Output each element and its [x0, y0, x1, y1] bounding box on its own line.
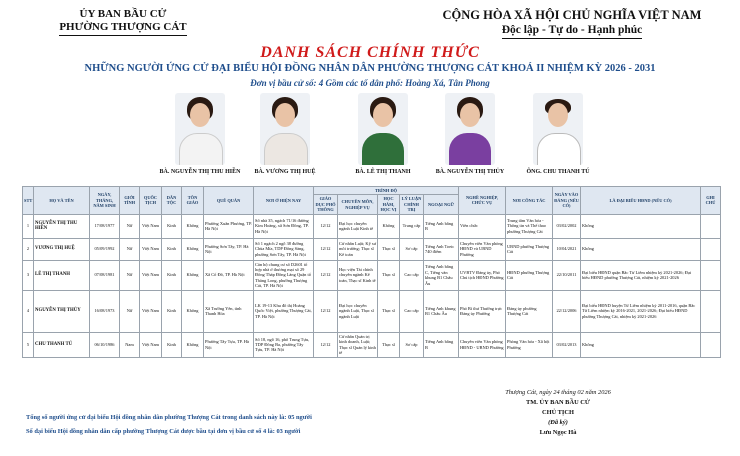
cell-politics: Sơ cấp	[400, 332, 424, 357]
cell-general: 12/12	[314, 238, 338, 260]
cell-job: Chuyên viên Văn phòng HĐND và UBND Phường	[459, 238, 506, 260]
cell-residence: Căn hộ chung cư số D2601 tổ hợp nhà ở thương mại số 29 Đông Tháp Đồng Làng Quận tổ Thăng Long, phường Thượng Cát, TP. Hà Nội	[254, 260, 314, 290]
cell-delegate: Đại biểu HĐND huyện Từ Liêm nhiệm kỳ 2011-2016, quận Bắc Từ Liêm nhiệm kỳ 2016-2021, 2021-2026; Đại biểu HĐND phường Thượng Cát, nhiệm kỳ 2021-2026	[581, 290, 701, 332]
cell-delegate: Không	[581, 214, 701, 238]
cell-nationality: Việt Nam	[140, 332, 162, 357]
cell-nationality: Việt Nam	[140, 214, 162, 238]
col-general: GIÁO DỤC PHỔ THÔNG	[315, 196, 336, 213]
cell-general: 12/12	[314, 332, 338, 357]
cell-stt: 1	[23, 214, 34, 238]
cell-workplace: Đảng ủy phường Thượng Cát	[506, 290, 553, 332]
cell-gender: Nữ	[120, 214, 140, 238]
cell-workplace: HĐND phường Thượng Cát	[506, 260, 553, 290]
cell-residence: Số nhà 35, ngách 71/16 đường Kim Hoàng, xã Sơn Đồng, TP. Hà Nội	[254, 214, 314, 238]
cell-general: 12/12	[314, 260, 338, 290]
col-party-date: NGÀY VÀO ĐẢNG (NẾU CÓ)	[553, 187, 581, 215]
electoral-unit: Đơn vị bầu cử số: 4 Gồm các tổ dân phố: Hoàng Xá, Tân Phong	[250, 78, 490, 88]
cell-party-date: 22/10/2011	[553, 260, 581, 290]
cell-delegate: Không	[581, 238, 701, 260]
col-note: GHI CHÚ	[701, 187, 721, 215]
issuer-header	[38, 8, 208, 36]
cell-degree: Không	[378, 214, 400, 238]
national-header	[442, 8, 702, 39]
cell-general: 12/12	[314, 290, 338, 332]
cell-dob: 05/09/1992	[90, 238, 120, 260]
cell-major: Cử nhân Quản trị kinh doanh, Luật; Thạc sĩ Quản lý kinh tế	[338, 332, 378, 357]
candidate-photo	[533, 93, 583, 165]
cell-major: Đại học chuyên ngành Luật, Thạc sĩ ngành Luật	[338, 290, 378, 332]
cell-ethnicity: Kinh	[162, 260, 182, 290]
candidate-photo	[175, 93, 225, 165]
candidate-photo	[260, 93, 310, 165]
cell-delegate: Không	[581, 332, 701, 357]
document-title: DANH SÁCH CHÍNH THỨC	[260, 44, 480, 61]
cell-nationality: Việt Nam	[140, 290, 162, 332]
col-education: TRÌNH ĐỘ	[314, 187, 459, 195]
cell-workplace: Trung tâm Văn hóa - Thông tin và Thể thao phường Thượng Cát	[506, 214, 553, 238]
candidate-table	[22, 186, 721, 358]
cell-general: 12/12	[314, 214, 338, 238]
cell-hometown: Phường Tây Tựu, TP. Hà Nội	[204, 332, 254, 357]
candidate-card	[338, 93, 428, 175]
cell-name: VƯƠNG THỊ HUỆ	[34, 238, 90, 260]
cell-stt: 3	[23, 260, 34, 290]
national-title: CỘNG HÒA XÃ HỘI CHỦ NGHĨA VIỆT NAM	[442, 8, 702, 22]
col-gender: GIỚI TÍNH	[120, 187, 140, 215]
cell-ethnicity: Kinh	[162, 238, 182, 260]
table-row	[23, 238, 721, 260]
candidate-caption: BÀ. VƯƠNG THỊ HUỆ	[254, 169, 316, 175]
cell-nationality: Việt Nam	[140, 260, 162, 290]
cell-major: Cử nhân Luật; Kỹ sư môi trường; Thạc sĩ Kế toán	[338, 238, 378, 260]
cell-language: Tiếng Anh bằng B	[424, 332, 459, 357]
cell-job: UVBTV Đảng ủy, Phó Chủ tịch HĐND Phường	[459, 260, 506, 290]
cell-politics: Cao cấp	[400, 260, 424, 290]
cell-job: Viên chức	[459, 214, 506, 238]
cell-language: Tiếng Anh khung B1 Châu Âu	[424, 290, 459, 332]
cell-name: NGUYỄN THỊ THU HIỀN	[34, 214, 90, 238]
candidate-card	[425, 93, 515, 175]
cell-party-date: 22/12/2006	[553, 290, 581, 332]
cell-hometown: Xã Trường Yên, tỉnh Thanh Hóa	[204, 290, 254, 332]
issuer-line2: PHƯỜNG THƯỢNG CÁT	[59, 21, 186, 36]
total-candidates-note: Tổng số người ứng cử đại biểu Hội đồng nhân dân phường Thượng Cát trong danh sách này là: 05 người	[26, 414, 312, 421]
candidate-caption: BÀ. LÊ THỊ THANH	[355, 169, 411, 175]
cell-gender: Nữ	[120, 290, 140, 332]
cell-hometown: Xã Cổ Đô, TP. Hà Nội	[204, 260, 254, 290]
col-religion: TÔN GIÁO	[182, 187, 204, 215]
cell-ethnicity: Kinh	[162, 290, 182, 332]
col-politics: LÝ LUẬN CHÍNH TRỊ	[400, 195, 424, 214]
candidate-caption: BÀ. NGUYỄN THỊ THỦY	[435, 169, 505, 175]
candidate-card	[513, 93, 603, 175]
col-degree: HỌC HÀM, HỌC VỊ	[378, 195, 400, 214]
table-row	[23, 214, 721, 238]
cell-dob: 07/08/1981	[90, 260, 120, 290]
cell-job: Phó Bí thư Thường trực Đảng ủy Phường	[459, 290, 506, 332]
cell-degree: Thạc sĩ	[378, 260, 400, 290]
cell-language: Tiếng Anh Toeic 740 điểm	[424, 238, 459, 260]
signature-block	[468, 388, 648, 438]
cell-name: NGUYỄN THỊ THỦY	[34, 290, 90, 332]
col-delegate: LÀ ĐẠI BIỂU HĐND (NẾU CÓ)	[581, 187, 701, 215]
cell-residence: LK 19-13 Khu đô thị Hoàng Quốc Việt, phường Thượng Cát, TP. Hà Nội	[254, 290, 314, 332]
cell-politics: Trung cấp	[400, 214, 424, 238]
col-dob: NGÀY, THÁNG, NĂM SINH	[90, 187, 120, 215]
cell-dob: 17/08/1977	[90, 214, 120, 238]
cell-workplace: Phòng Văn hóa - Xã hội Phường	[506, 332, 553, 357]
cell-religion: Không	[182, 260, 204, 290]
col-nationality: QUỐC TỊCH	[140, 187, 162, 215]
col-job: NGHỀ NGHIỆP, CHỨC VỤ	[459, 187, 506, 215]
national-motto: Độc lập - Tự do - Hạnh phúc	[502, 23, 643, 39]
cell-residence: Số 18, ngõ 16, phố Trung Tựu, TDP Đông Ba, phường Tây Tựu, TP. Hà Nội	[254, 332, 314, 357]
cell-party-date: 10/04/2021	[553, 238, 581, 260]
cell-gender: Nam	[120, 332, 140, 357]
cell-politics: Sơ cấp	[400, 238, 424, 260]
cell-stt: 4	[23, 290, 34, 332]
sign-role: CHỦ TỊCH	[541, 409, 575, 416]
cell-note	[701, 238, 721, 260]
cell-language: Tiếng Anh bằng B	[424, 214, 459, 238]
sign-status: (Đã ký)	[548, 419, 568, 426]
cell-note	[701, 260, 721, 290]
col-residence: NƠI Ở HIỆN NAY	[254, 187, 314, 215]
candidate-photo	[358, 93, 408, 165]
cell-gender: Nữ	[120, 238, 140, 260]
cell-degree: Thạc sĩ	[378, 290, 400, 332]
issuer-line1: ỦY BAN BẦU CỬ	[79, 8, 167, 20]
cell-religion: Không	[182, 214, 204, 238]
candidate-card	[155, 93, 245, 175]
cell-dob: 06/10/1986	[90, 332, 120, 357]
cell-ethnicity: Kinh	[162, 332, 182, 357]
col-workplace: NƠI CÔNG TÁC	[506, 187, 553, 215]
col-language: NGOẠI NGỮ	[424, 195, 459, 214]
cell-major: Đại học chuyên ngành Luật Kinh tế	[338, 214, 378, 238]
cell-gender: Nữ	[120, 260, 140, 290]
cell-degree: Thạc sĩ	[378, 332, 400, 357]
sign-date: Thượng Cát, ngày 24 tháng 02 năm 2026	[505, 389, 611, 396]
cell-stt: 2	[23, 238, 34, 260]
cell-religion: Không	[182, 332, 204, 357]
table-row	[23, 332, 721, 357]
col-ethnicity: DÂN TỘC	[162, 187, 182, 215]
cell-name: LÊ THỊ THANH	[34, 260, 90, 290]
cell-nationality: Việt Nam	[140, 238, 162, 260]
cell-hometown: Phường Xuân Phương, TP. Hà Nội	[204, 214, 254, 238]
document-subtitle: NHỮNG NGƯỜI ỨNG CỬ ĐẠI BIỂU HỘI ĐỒNG NHÂN DÂN PHƯỜNG THƯỢNG CÁT KHOÁ II NHIỆM KỲ 2026 - 2031	[84, 63, 656, 74]
cell-dob: 16/08/1973	[90, 290, 120, 332]
table-row	[23, 290, 721, 332]
cell-stt: 5	[23, 332, 34, 357]
cell-religion: Không	[182, 238, 204, 260]
col-hometown: QUÊ QUÁN	[204, 187, 254, 215]
cell-note	[701, 290, 721, 332]
cell-name: CHU THANH TÚ	[34, 332, 90, 357]
cell-politics: Cao cấp	[400, 290, 424, 332]
sign-org: TM. ỦY BAN BẦU CỬ	[526, 399, 590, 406]
cell-major: Học viện Tài chính chuyên ngành Kế toán, Thạc sĩ Kinh tế	[338, 260, 378, 290]
cell-workplace: UBND phường Thượng Cát	[506, 238, 553, 260]
cell-note	[701, 332, 721, 357]
candidate-caption: BÀ. NGUYỄN THỊ THU HIỀN	[159, 169, 241, 175]
cell-note	[701, 214, 721, 238]
cell-religion: Không	[182, 290, 204, 332]
cell-party-date: 03/02/2002	[553, 214, 581, 238]
col-major: CHUYÊN MÔN, NGHIỆP VỤ	[338, 195, 378, 214]
cell-job: Chuyên viên Văn phòng HĐND - UBND Phường	[459, 332, 506, 357]
candidate-caption: ÔNG. CHU THANH TÚ	[526, 169, 590, 175]
cell-ethnicity: Kinh	[162, 214, 182, 238]
col-name: HỌ VÀ TÊN	[34, 187, 90, 215]
cell-hometown: Phường Sơn Tây, TP. Hà Nội	[204, 238, 254, 260]
candidate-photo	[445, 93, 495, 165]
cell-residence: Số 1 ngách 2 ngõ 38 đường Chùa Mía, TDP Đông Sàng, phường Sơn Tây, TP. Hà Nội	[254, 238, 314, 260]
table-row	[23, 260, 721, 290]
col-stt: STT	[23, 187, 34, 215]
seats-note: Số đại biểu Hội đồng nhân dân cấp phường Thượng Cát được bầu tại đơn vị bầu cử số 4 là: 03 người	[26, 428, 301, 435]
signer-name: Lưu Ngọc Hà	[539, 429, 577, 436]
candidate-photos	[0, 93, 740, 185]
candidate-card	[240, 93, 330, 175]
cell-language: Tiếng Anh bằng C, Tiếng văn khung B1 Châu Âu	[424, 260, 459, 290]
cell-delegate: Đại biểu HĐND quận Bắc Từ Liêm nhiệm kỳ 2021-2026; Đại biểu HĐND phường Thượng Cát, nhiệm kỳ 2021-2026	[581, 260, 701, 290]
cell-party-date: 03/02/2013	[553, 332, 581, 357]
cell-degree: Thạc sĩ	[378, 238, 400, 260]
